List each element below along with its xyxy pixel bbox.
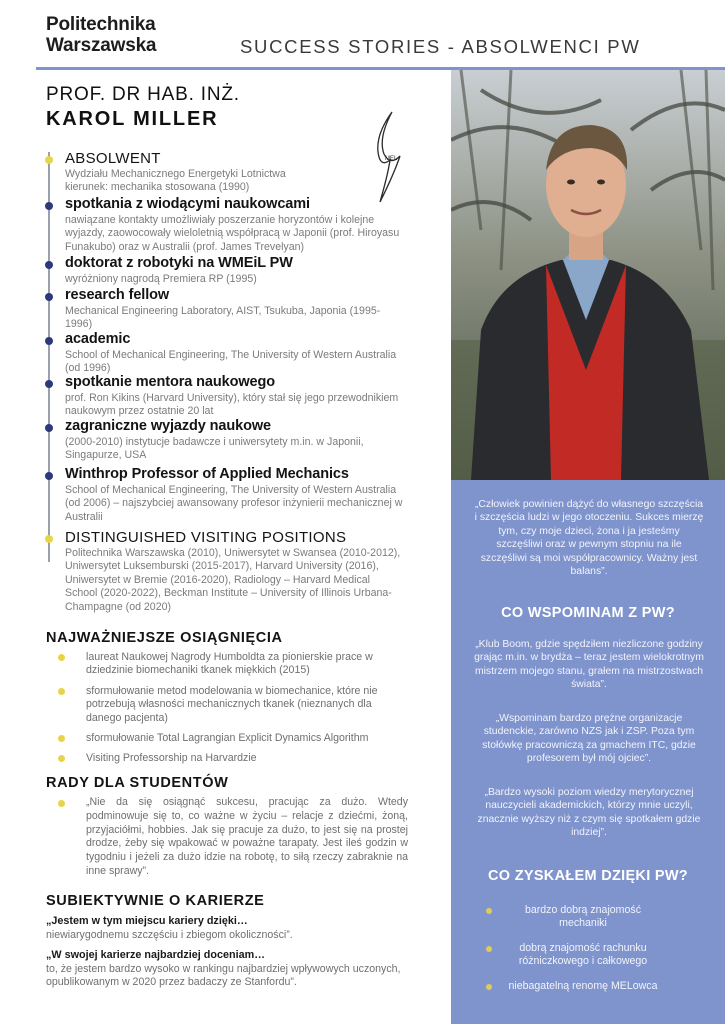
- gained-heading: CO ZYSKAŁEM DZIĘKI PW?: [488, 868, 688, 884]
- gained-text: bardzo dobrą znajomość mechaniki: [524, 904, 641, 930]
- bullet-dot: [58, 800, 65, 807]
- profile-name: KAROL MILLER: [46, 108, 219, 130]
- timeline-bullet: [45, 472, 53, 480]
- list-item: [486, 980, 706, 993]
- page-header-title: SUCCESS STORIES - ABSOLWENCI PW: [240, 36, 641, 57]
- timeline-heading: academic: [65, 331, 131, 347]
- logo-line-2: Warszawska: [46, 35, 157, 56]
- list-item: [58, 732, 408, 745]
- memory-quote: „Wspominam bardzo prężne organizacje studenckie, zarówno NZS jak i ZSP. Poza tym stołówkę pracowniczą za gmachem ITC, gdzie profesorem był mój ojciec”.: [482, 713, 696, 765]
- timeline-bullet: [45, 293, 53, 301]
- timeline-description: Mechanical Engineering Laboratory, AIST, Tsukuba, Japonia (1995-1996): [65, 305, 381, 331]
- timeline-description: Politechnika Warszawska (2010), Uniwersytet w Swansea (2010-2012), Uniwersytet Luksemburski (2015-2017), Harvard University (2016), Uniwersytet w Bremie (2016-2020), Radiology – Harvard Medical School (2020-2022), Beckman Institute – University of Illinois Urbana-Champagne (od 2020): [65, 547, 401, 613]
- achievement-text: laureat Naukowej Nagrody Humboldta za pionierskie prace w dziedzinie biomechaniki tkanek miękkich (2015): [86, 651, 373, 677]
- timeline-description: nawiązane kontakty umożliwiały poszerzanie horyzontów i kolejne wyjazdy, zaowocowały wieloletnią współpracą w Japonii (prof. Hiroyasu Funakubo) oraz w Australii (prof. James Trevelyan): [65, 214, 400, 253]
- timeline-heading: ABSOLWENT: [65, 150, 161, 167]
- timeline-bullet: [45, 424, 53, 432]
- portrait-photo: [451, 70, 725, 480]
- timeline-bullet: [45, 337, 53, 345]
- timeline-bullet: [45, 535, 53, 543]
- list-item: [58, 752, 408, 765]
- timeline-heading: doktorat z robotyki na WMEiL PW: [65, 255, 293, 271]
- advice-heading: RADY DLA STUDENTÓW: [46, 775, 229, 791]
- mel-logo-text: MEL: [385, 156, 398, 162]
- timeline-heading: zagraniczne wyjazdy naukowe: [65, 418, 272, 434]
- timeline-heading: spotkania z wiodącymi naukowcami: [65, 196, 310, 212]
- timeline-description: wyróżniony nagrodą Premiera RP (1995): [65, 273, 257, 285]
- subjective-answer-2: to, że jestem bardzo wysoko w rankingu najbardziej wpływowych uczonych, opublikowanym w 2020 przez badaczy ze Stanfordu”.: [46, 963, 401, 989]
- bullet-dot: [486, 984, 492, 990]
- timeline-bullet: [45, 202, 53, 210]
- timeline-heading: DISTINGUISHED VISITING POSITIONS: [65, 529, 347, 546]
- gained-text: dobrą znajomość rachunku różniczkowego i całkowego: [518, 941, 648, 968]
- timeline-bullet: [45, 156, 53, 164]
- main-quote: „Człowiek powinien dążyć do własnego szczęścia i szczęścia ludzi w jego otoczeniu. Sukces mierzę tym, czy moje dzieci, żona i ja jesteśmy szczęśliwi oraz w pewnym stopniu na ile szczęśliwi są moi współpracownicy. Ważny jest balans”.: [474, 499, 704, 578]
- subjective-question-2: „W swojej karierze najbardziej doceniam…: [46, 949, 266, 961]
- bullet-dot: [486, 946, 492, 952]
- timeline-description: prof. Ron Kikins (Harvard University), który stał się jego przewodnikiem naukowym przez ostatnie 20 lat: [65, 392, 399, 418]
- memory-quote: „Bardzo wysoki poziom wiedzy merytorycznej nauczycieli akademickich, którzy mnie uczyli, znacznie wyższy niż z czym się spotkałem gdzie indziej”.: [477, 787, 701, 839]
- achievement-text: Visiting Professorship na Harvardzie: [86, 752, 257, 765]
- subjective-heading: SUBIEKTYWNIE O KARIERZE: [46, 893, 265, 909]
- achievement-text: sformułowanie metod modelowania w biomechanice, które nie potrzebują własności mechanicznych tkanek (nieznanych dla danego pacjenta): [86, 684, 378, 724]
- list-item: [486, 942, 706, 969]
- bullet-dot: [58, 735, 65, 742]
- achievements-list: [58, 651, 408, 773]
- gained-text: niebagatelną renomę MELowca: [508, 979, 658, 992]
- university-logo: [46, 14, 156, 56]
- memory-quote: „Klub Boom, gdzie spędziłem niezliczone godziny grając m.in. w brydża – teraz jestem wielokrotnym mistrzem mojego stanu, grałem na mistrzostwach świata”.: [474, 639, 704, 691]
- bullet-dot: [58, 654, 65, 661]
- timeline-bullet: [45, 380, 53, 388]
- timeline-line: [48, 152, 50, 562]
- list-item: [486, 904, 706, 931]
- list-item: [58, 651, 408, 678]
- timeline-heading: research fellow: [65, 287, 170, 303]
- advice-text: „Nie da się osiągnąć sukcesu, pracując za dużo. Wtedy podminowuje się to, co ważne w życiu – relacje z dziećmi, żoną, przyjaciółmi, hobbies. Jak się pracuje za dużo, to jest się na prostej drodze, żeby się wpakować w poważne tarapaty. Jest ileś godzin w tygodniu i jeżeli za dużo idzie na robotę, to siłą rzeczy zabraknie na inne sprawy”.: [86, 796, 408, 877]
- bullet-dot: [58, 755, 65, 762]
- timeline-description: School of Mechanical Engineering, The University of Western Australia (od 1996): [65, 349, 397, 375]
- subjective-answer-1: niewiarygodnemu szczęściu i zbiegom okoliczności”.: [46, 929, 293, 941]
- memories-heading: CO WSPOMINAM Z PW?: [501, 605, 675, 621]
- logo-line-1: Politechnika: [46, 14, 156, 35]
- achievements-heading: NAJWAŻNIEJSZE OSIĄGNIĘCIA: [46, 630, 283, 646]
- timeline-description: School of Mechanical Engineering, The University of Western Australia (od 2006) – najszybciej awansowany profesor inżynierii mechanicznej w Australii: [65, 484, 403, 523]
- timeline-bullet: [45, 261, 53, 269]
- achievement-text: sformułowanie Total Lagrangian Explicit Dynamics Algorithm: [86, 732, 369, 745]
- gained-list: [486, 904, 706, 1004]
- subjective-question-1: „Jestem w tym miejscu kariery dzięki…: [46, 915, 248, 927]
- timeline-heading: spotkanie mentora naukowego: [65, 374, 276, 390]
- bullet-dot: [486, 908, 492, 914]
- profile-academic-title: PROF. DR HAB. INŻ.: [46, 84, 240, 105]
- advice-quote: [58, 796, 408, 879]
- timeline-description: (2000-2010) instytucje badawcze i uniwersytety m.in. w Japonii, Singapurze, USA: [65, 436, 364, 462]
- list-item: [58, 685, 408, 725]
- timeline-description: Wydziału Mechanicznego Energetyki Lotnictwa kierunek: mechanika stosowana (1990): [65, 168, 286, 194]
- mel-faculty-logo: [370, 110, 408, 206]
- bullet-dot: [58, 688, 65, 695]
- timeline-heading: Winthrop Professor of Applied Mechanics: [65, 466, 349, 482]
